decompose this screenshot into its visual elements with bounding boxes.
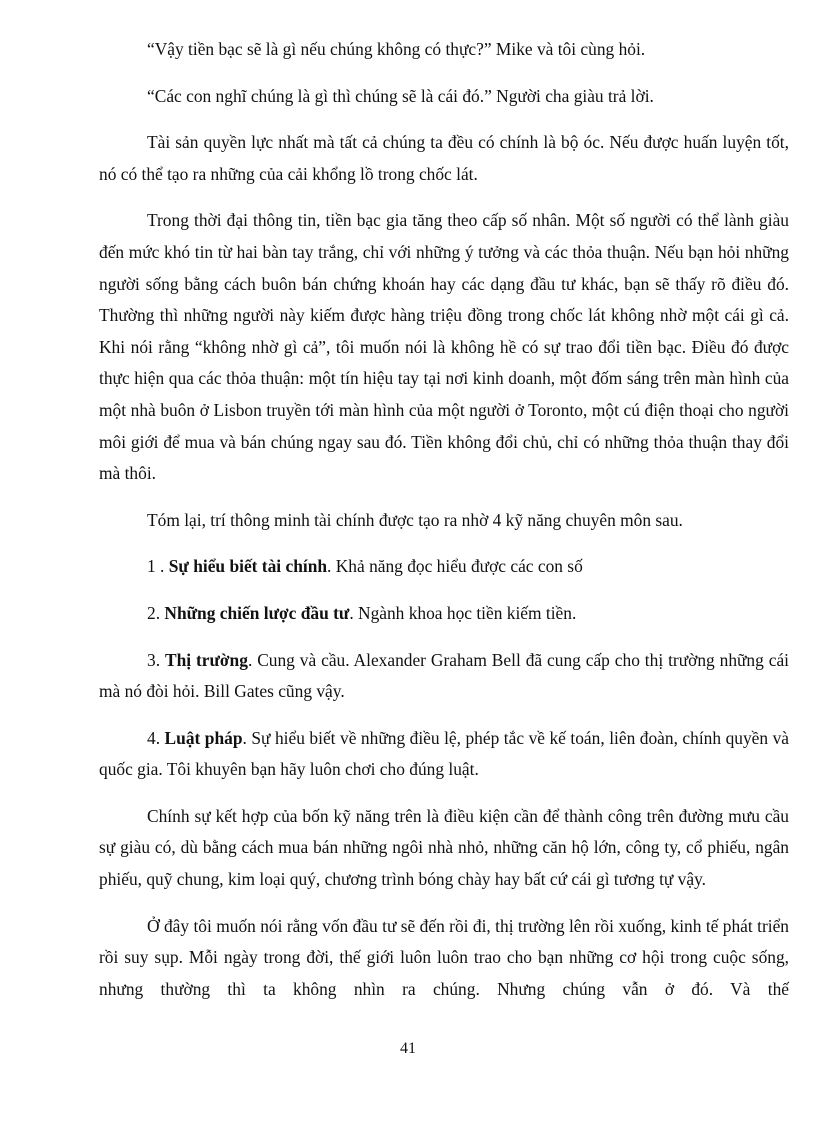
skill-term: Những chiến lược đầu tư <box>164 602 350 623</box>
paragraph-summary: Tóm lại, trí thông minh tài chính được tạo ra nhờ 4 kỹ năng chuyên môn sau. <box>147 509 683 530</box>
skill-term: Sự hiểu biết tài chính <box>168 556 328 577</box>
paragraph-opportunities: Ở đây tôi muốn nói rằng vốn đầu tư sẽ đến rồi đi, thị trường lên rồi xuống, kinh tế phát triển rồi suy sụp. Mỗi ngày trong đời, thế giới luôn luôn trao cho bạn những cơ hội trong cuộc sống, nhưng thường thì ta không nhìn ra chúng. Nhưng chúng vẫn ở đó. Và thế <box>99 915 789 999</box>
paragraph-answer: “Các con nghĩ chúng là gì thì chúng sẽ là cái đó.” Người cha giàu trả lời. <box>147 85 654 106</box>
skill-term: Luật pháp <box>164 727 243 748</box>
document-page <box>99 34 789 1020</box>
skill-item-4: 4. Luật pháp. Sự hiểu biết về những điều lệ, phép tắc về kế toán, liên đoàn, chính quyền và quốc gia. Tôi khuyên bạn hãy luôn chơi cho đúng luật. <box>99 727 789 780</box>
page-number: 41 <box>400 1040 416 1057</box>
paragraph-information-age: Trong thời đại thông tin, tiền bạc gia tăng theo cấp số nhân. Một số người có thể lành giàu đến mức khó tin từ hai bàn tay trắng, chỉ với những ý tưởng và các thỏa thuận. Nếu bạn hỏi những người sống bằng cách buôn bán chứng khoán hay các dạng đầu tư khác, bạn sẽ thấy rõ điều đó. Thường thì những người này kiếm được hàng triệu đồng trong chốc lát không nhờ một cái gì cả. Khi nói rằng “không nhờ gì cả”, tôi muốn nói là không hề có sự trao đổi tiền bạc. Điều đó được thực hiện qua các thỏa thuận: một tín hiệu tay tại nơi kinh doanh, một đốm sáng trên màn hình của một nhà buôn ở Lisbon truyền tới màn hình của một người ở Toronto, một cú điện thoại cho người môi giới để mua và bán chúng ngay sau đó. Tiền không đổi chủ, chỉ có những thỏa thuận thay đổi mà thôi. <box>99 210 789 484</box>
skill-item-2: 2. Những chiến lược đầu tư. Ngành khoa học tiền kiếm tiền. <box>147 602 577 623</box>
skill-term: Thị trường <box>164 649 248 670</box>
skill-item-1: 1 . Sự hiểu biết tài chính. Khả năng đọc hiểu được các con số <box>147 556 583 577</box>
paragraph-mind-asset: Tài sản quyền lực nhất mà tất cả chúng ta đều có chính là bộ óc. Nếu được huấn luyện tốt, nó có thể tạo ra những của cải khổng lồ trong chốc lát. <box>99 132 789 184</box>
paragraph-combination: Chính sự kết hợp của bốn kỹ năng trên là điều kiện cần để thành công trên đường mưu cầu sự giàu có, dù bằng cách mua bán những ngôi nhà nhỏ, những căn hộ lớn, công ty, cổ phiếu, ngân phiếu, quỹ chung, kim loại quý, chương trình bóng chày hay bất cứ cái gì tương tự vậy. <box>99 805 789 890</box>
paragraph-question: “Vậy tiền bạc sẽ là gì nếu chúng không có thực?” Mike và tôi cùng hỏi. <box>147 39 646 59</box>
skill-item-3: 3. Thị trường. Cung và cầu. Alexander Graham Bell đã cung cấp cho thị trường những cái mà nó đòi hỏi. Bill Gates cũng vậy. <box>99 649 790 702</box>
